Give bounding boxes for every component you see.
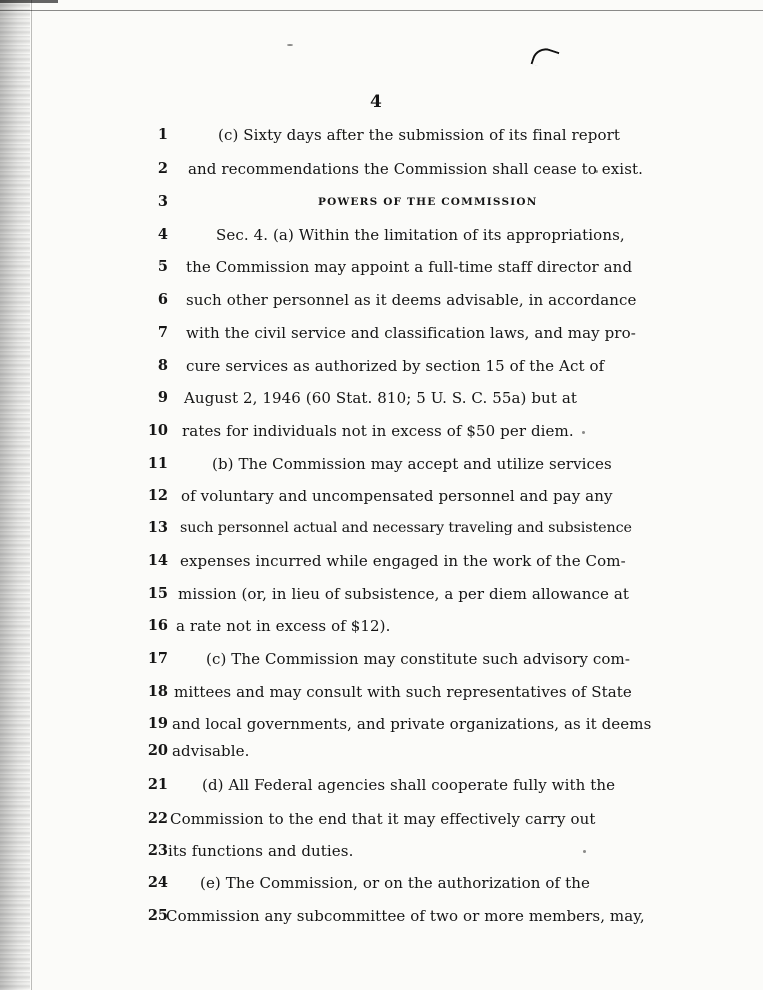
line-number: 11 <box>147 455 168 472</box>
line-text: and local governments, and private organizations, as it deems <box>172 715 652 733</box>
text-line-16 <box>0 615 763 641</box>
line-text: (c) The Commission may constitute such advisory com- <box>206 650 631 668</box>
line-number: 20 <box>147 742 168 759</box>
line-text: such personnel actual and necessary traveling and subsistence <box>180 520 632 536</box>
text-line-10 <box>0 420 763 446</box>
line-number: 1 <box>157 126 168 143</box>
line-text: August 2, 1946 (60 Stat. 810; 5 U. S. C. 55a) but at <box>184 389 577 407</box>
page-number: 4 <box>370 92 382 112</box>
line-text: with the civil service and classification laws, and may pro- <box>186 324 636 342</box>
line-number: 16 <box>147 617 168 634</box>
line-number: 17 <box>147 650 168 667</box>
line-text: (c) Sixty days after the submission of its final report <box>218 126 621 144</box>
line-text: Commission any subcommittee of two or more members, may, <box>166 907 645 925</box>
text-line-22 <box>0 808 763 834</box>
scan-speck <box>287 44 293 46</box>
line-number: 9 <box>157 389 168 406</box>
line-number: 5 <box>157 258 168 275</box>
line-text: mission (or, in lieu of subsistence, a per diem allowance at <box>178 585 630 603</box>
text-line-8 <box>0 355 763 381</box>
line-text: mittees and may consult with such representatives of State <box>174 683 632 701</box>
text-line-17 <box>0 648 763 674</box>
text-line-2 <box>0 158 763 184</box>
line-number: 13 <box>147 519 168 536</box>
text-line-5 <box>0 256 763 282</box>
line-number: 21 <box>147 776 168 793</box>
text-line-25 <box>0 905 763 931</box>
text-line-6 <box>0 289 763 315</box>
text-line-12 <box>0 485 763 511</box>
pen-mark <box>530 45 559 71</box>
line-number: 18 <box>147 683 168 700</box>
line-text: (e) The Commission, or on the authorization of the <box>200 874 590 892</box>
line-number: 2 <box>157 160 168 177</box>
text-line-18 <box>0 681 763 707</box>
line-number: 4 <box>157 226 168 243</box>
line-text: Commission to the end that it may effectively carry out <box>170 810 596 828</box>
line-number: 24 <box>147 874 168 891</box>
text-line-1 <box>0 124 763 150</box>
text-line-11 <box>0 453 763 479</box>
text-line-24 <box>0 872 763 898</box>
line-number: 10 <box>147 422 168 439</box>
line-text: its functions and duties. <box>168 842 354 860</box>
line-number: 3 <box>157 193 168 210</box>
text-line-4 <box>0 224 763 250</box>
line-text: rates for individuals not in excess of $50 per diem. <box>182 422 574 440</box>
line-number: 14 <box>147 552 168 569</box>
line-text: and recommendations the Commission shall cease to exist. <box>188 160 643 178</box>
line-text: (d) All Federal agencies shall cooperate fully with the <box>202 776 616 794</box>
line-text: Sec. 4. (a) Within the limitation of its appropriations, <box>216 226 625 244</box>
line-text: such other personnel as it deems advisable, in accordance <box>186 291 637 309</box>
text-line-13 <box>0 517 763 543</box>
line-number: 22 <box>147 810 168 827</box>
line-number: 23 <box>147 842 168 859</box>
line-text: expenses incurred while engaged in the work of the Com- <box>180 552 626 570</box>
line-text: cure services as authorized by section 15 of the Act of <box>186 357 605 375</box>
text-line-20 <box>0 740 763 766</box>
text-line-23 <box>0 840 763 866</box>
line-text: a rate not in excess of $12). <box>176 617 391 635</box>
line-number: 15 <box>147 585 168 602</box>
line-number: 25 <box>147 907 168 924</box>
text-line-21 <box>0 774 763 800</box>
scan-top-rule <box>0 0 763 11</box>
text-line-19 <box>0 713 763 739</box>
line-number: 19 <box>147 715 168 732</box>
line-number: 7 <box>157 324 168 341</box>
text-line-7 <box>0 322 763 348</box>
text-line-3 <box>0 191 763 217</box>
section-heading: POWERS OF THE COMMISSION <box>318 196 538 208</box>
line-number: 6 <box>157 291 168 308</box>
text-line-14 <box>0 550 763 576</box>
text-line-9 <box>0 387 763 413</box>
line-text: (b) The Commission may accept and utilize services <box>212 455 612 473</box>
line-number: 8 <box>157 357 168 374</box>
line-text: advisable. <box>172 742 250 760</box>
line-text: of voluntary and uncompensated personnel and pay any <box>181 487 613 505</box>
text-line-15 <box>0 583 763 609</box>
line-number: 12 <box>147 487 168 504</box>
line-text: the Commission may appoint a full-time staff director and <box>186 258 633 276</box>
